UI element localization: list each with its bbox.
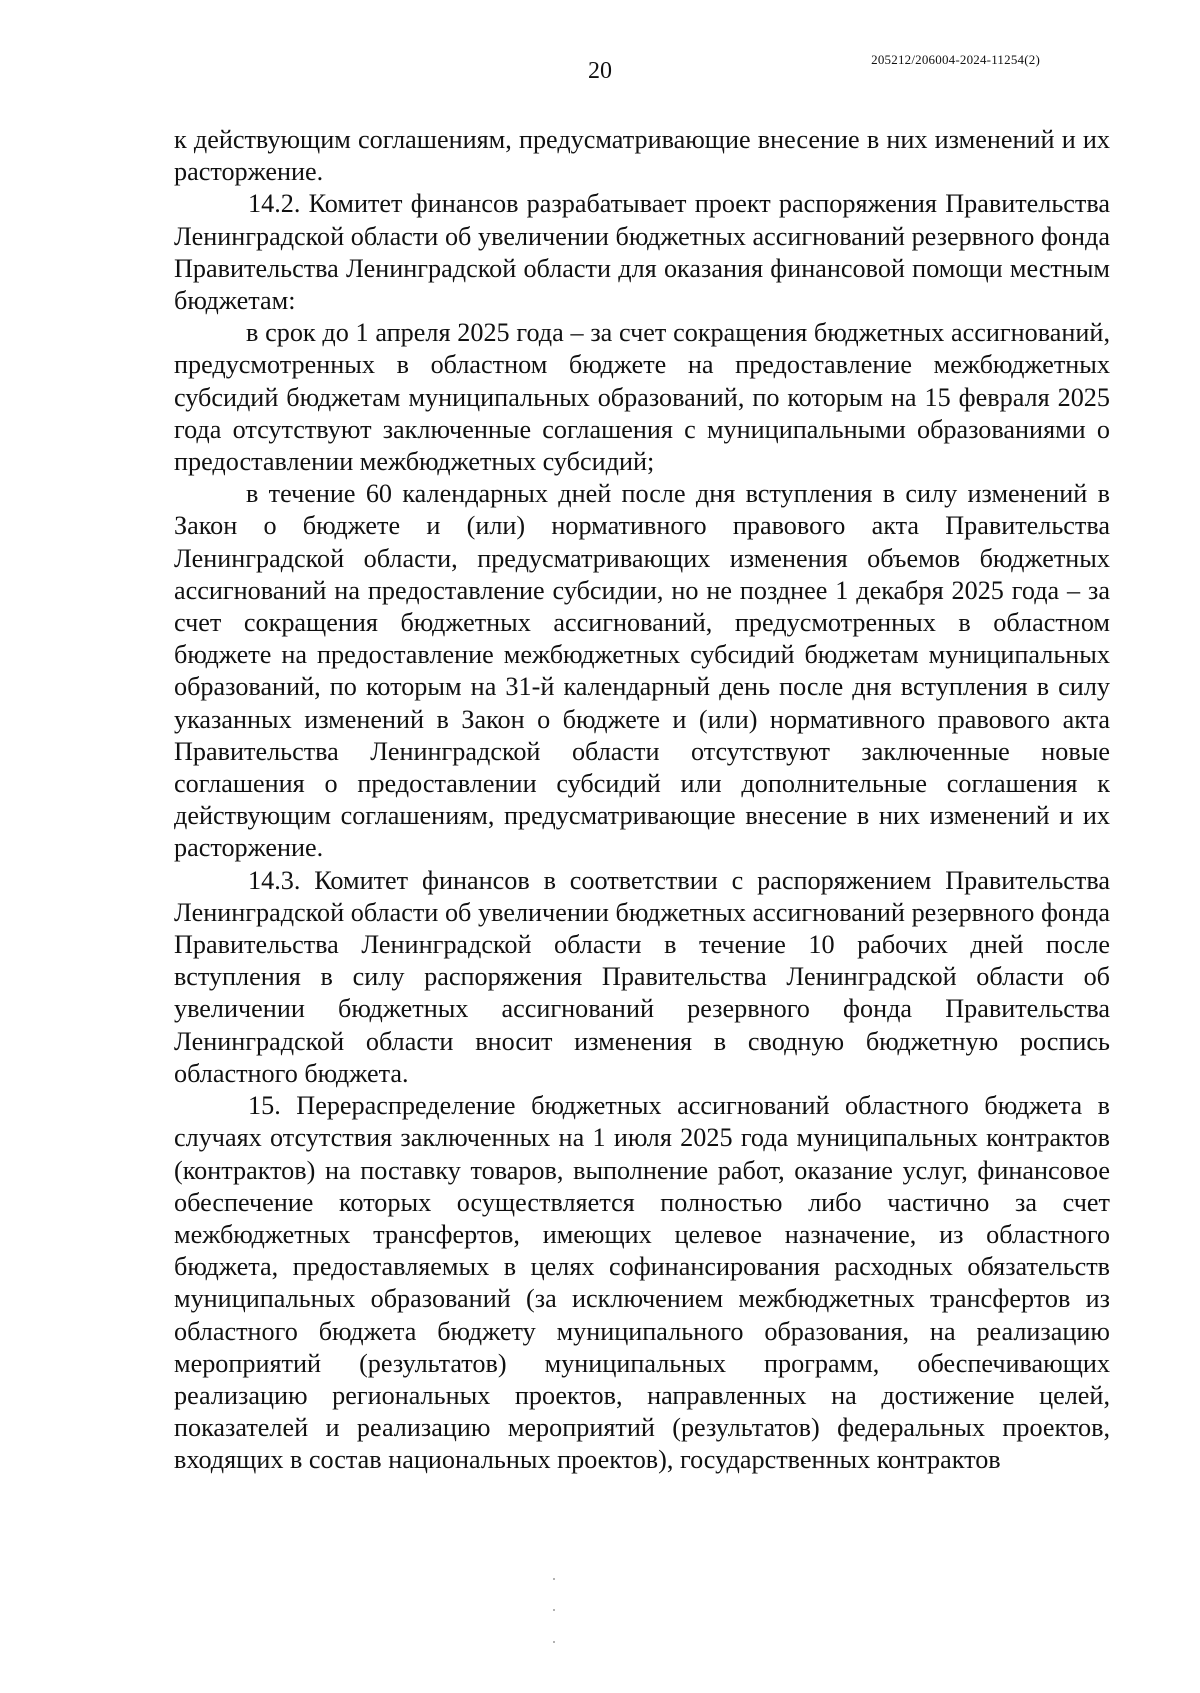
- paragraph-14-3: 14.3. Комитет финансов в соответствии с распоряжением Правительства Ленинградской области об увеличении бюджетных ассигнований резервного фонда Правительства Ленинградской области в течение 10 рабочих дней после вступления в силу распоряжения Правительства Ленинградской области об увеличении бюджетных ассигнований резервного фонда Правительства Ленинградской области вносит изменения в сводную бюджетную роспись областного бюджета.: [174, 865, 1110, 1088]
- paragraph-deadline-april: в срок до 1 апреля 2025 года – за счет сокращения бюджетных ассигнований, предусмотренных в областном бюджете на предоставление межбюджетных субсидий бюджетам муниципальных образований, по которым на 15 февраля 2025 года отсутствуют заключенные соглашения с муниципальными образованиями о предоставлении межбюджетных субсидий;: [174, 318, 1110, 477]
- paragraph-continuation: к действующим соглашениям, предусматривающие внесение в них изменений и их расторжение.: [174, 125, 1110, 187]
- scan-speck: [553, 1578, 555, 1580]
- document-registration-number: 205212/206004-2024-11254(2): [871, 52, 1040, 67]
- paragraph-14-2: 14.2. Комитет финансов разрабатывает проект распоряжения Правительства Ленинградской области об увеличении бюджетных ассигнований резервного фонда Правительства Ленинградской области для оказания финансовой помощи местным бюджетам:: [174, 189, 1110, 316]
- scan-speck: [553, 1609, 555, 1611]
- paragraph-15: 15. Перераспределение бюджетных ассигнований областного бюджета в случаях отсутствия заключенных на 1 июля 2025 года муниципальных контрактов (контрактов) на поставку товаров, выполнение работ, оказание услуг, финансовое обеспечение которых осуществляется полностью либо частично за счет межбюджетных трансфертов, имеющих целевое назначение, из областного бюджета, предоставляемых в целях софинансирования расходных обязательств муниципальных образований (за исключением межбюджетных трансфертов из областного бюджета бюджету муниципального образования, на реализацию мероприятий (результатов) муниципальных программ, обеспечивающих реализацию региональных проектов, направленных на достижение целей, показателей и реализацию мероприятий (результатов) федеральных проектов, входящих в состав национальных проектов), государственных контрактов: [174, 1091, 1110, 1475]
- document-body: [174, 124, 1110, 1477]
- scan-speck: [553, 1641, 555, 1643]
- page-number: 20: [588, 58, 612, 84]
- paragraph-deadline-60-days: в течение 60 календарных дней после дня вступления в силу изменений в Закон о бюджете и (или) нормативного правового акта Правительства Ленинградской области, предусматривающих изменения объемов бюджетных ассигнований на предоставление субсидии, но не позднее 1 декабря 2025 года – за счет сокращения бюджетных ассигнований, предусмотренных в областном бюджете на предоставление межбюджетных субсидий бюджетам муниципальных образований, по которым на 31-й календарный день после дня вступления в силу указанных изменений в Закон о бюджете и (или) нормативного правового акта Правительства Ленинградской области отсутствуют заключенные новые соглашения о предоставлении субсидий или дополнительные соглашения к действующим соглашениям, предусматривающие внесение в них изменений и их расторжение.: [174, 479, 1110, 863]
